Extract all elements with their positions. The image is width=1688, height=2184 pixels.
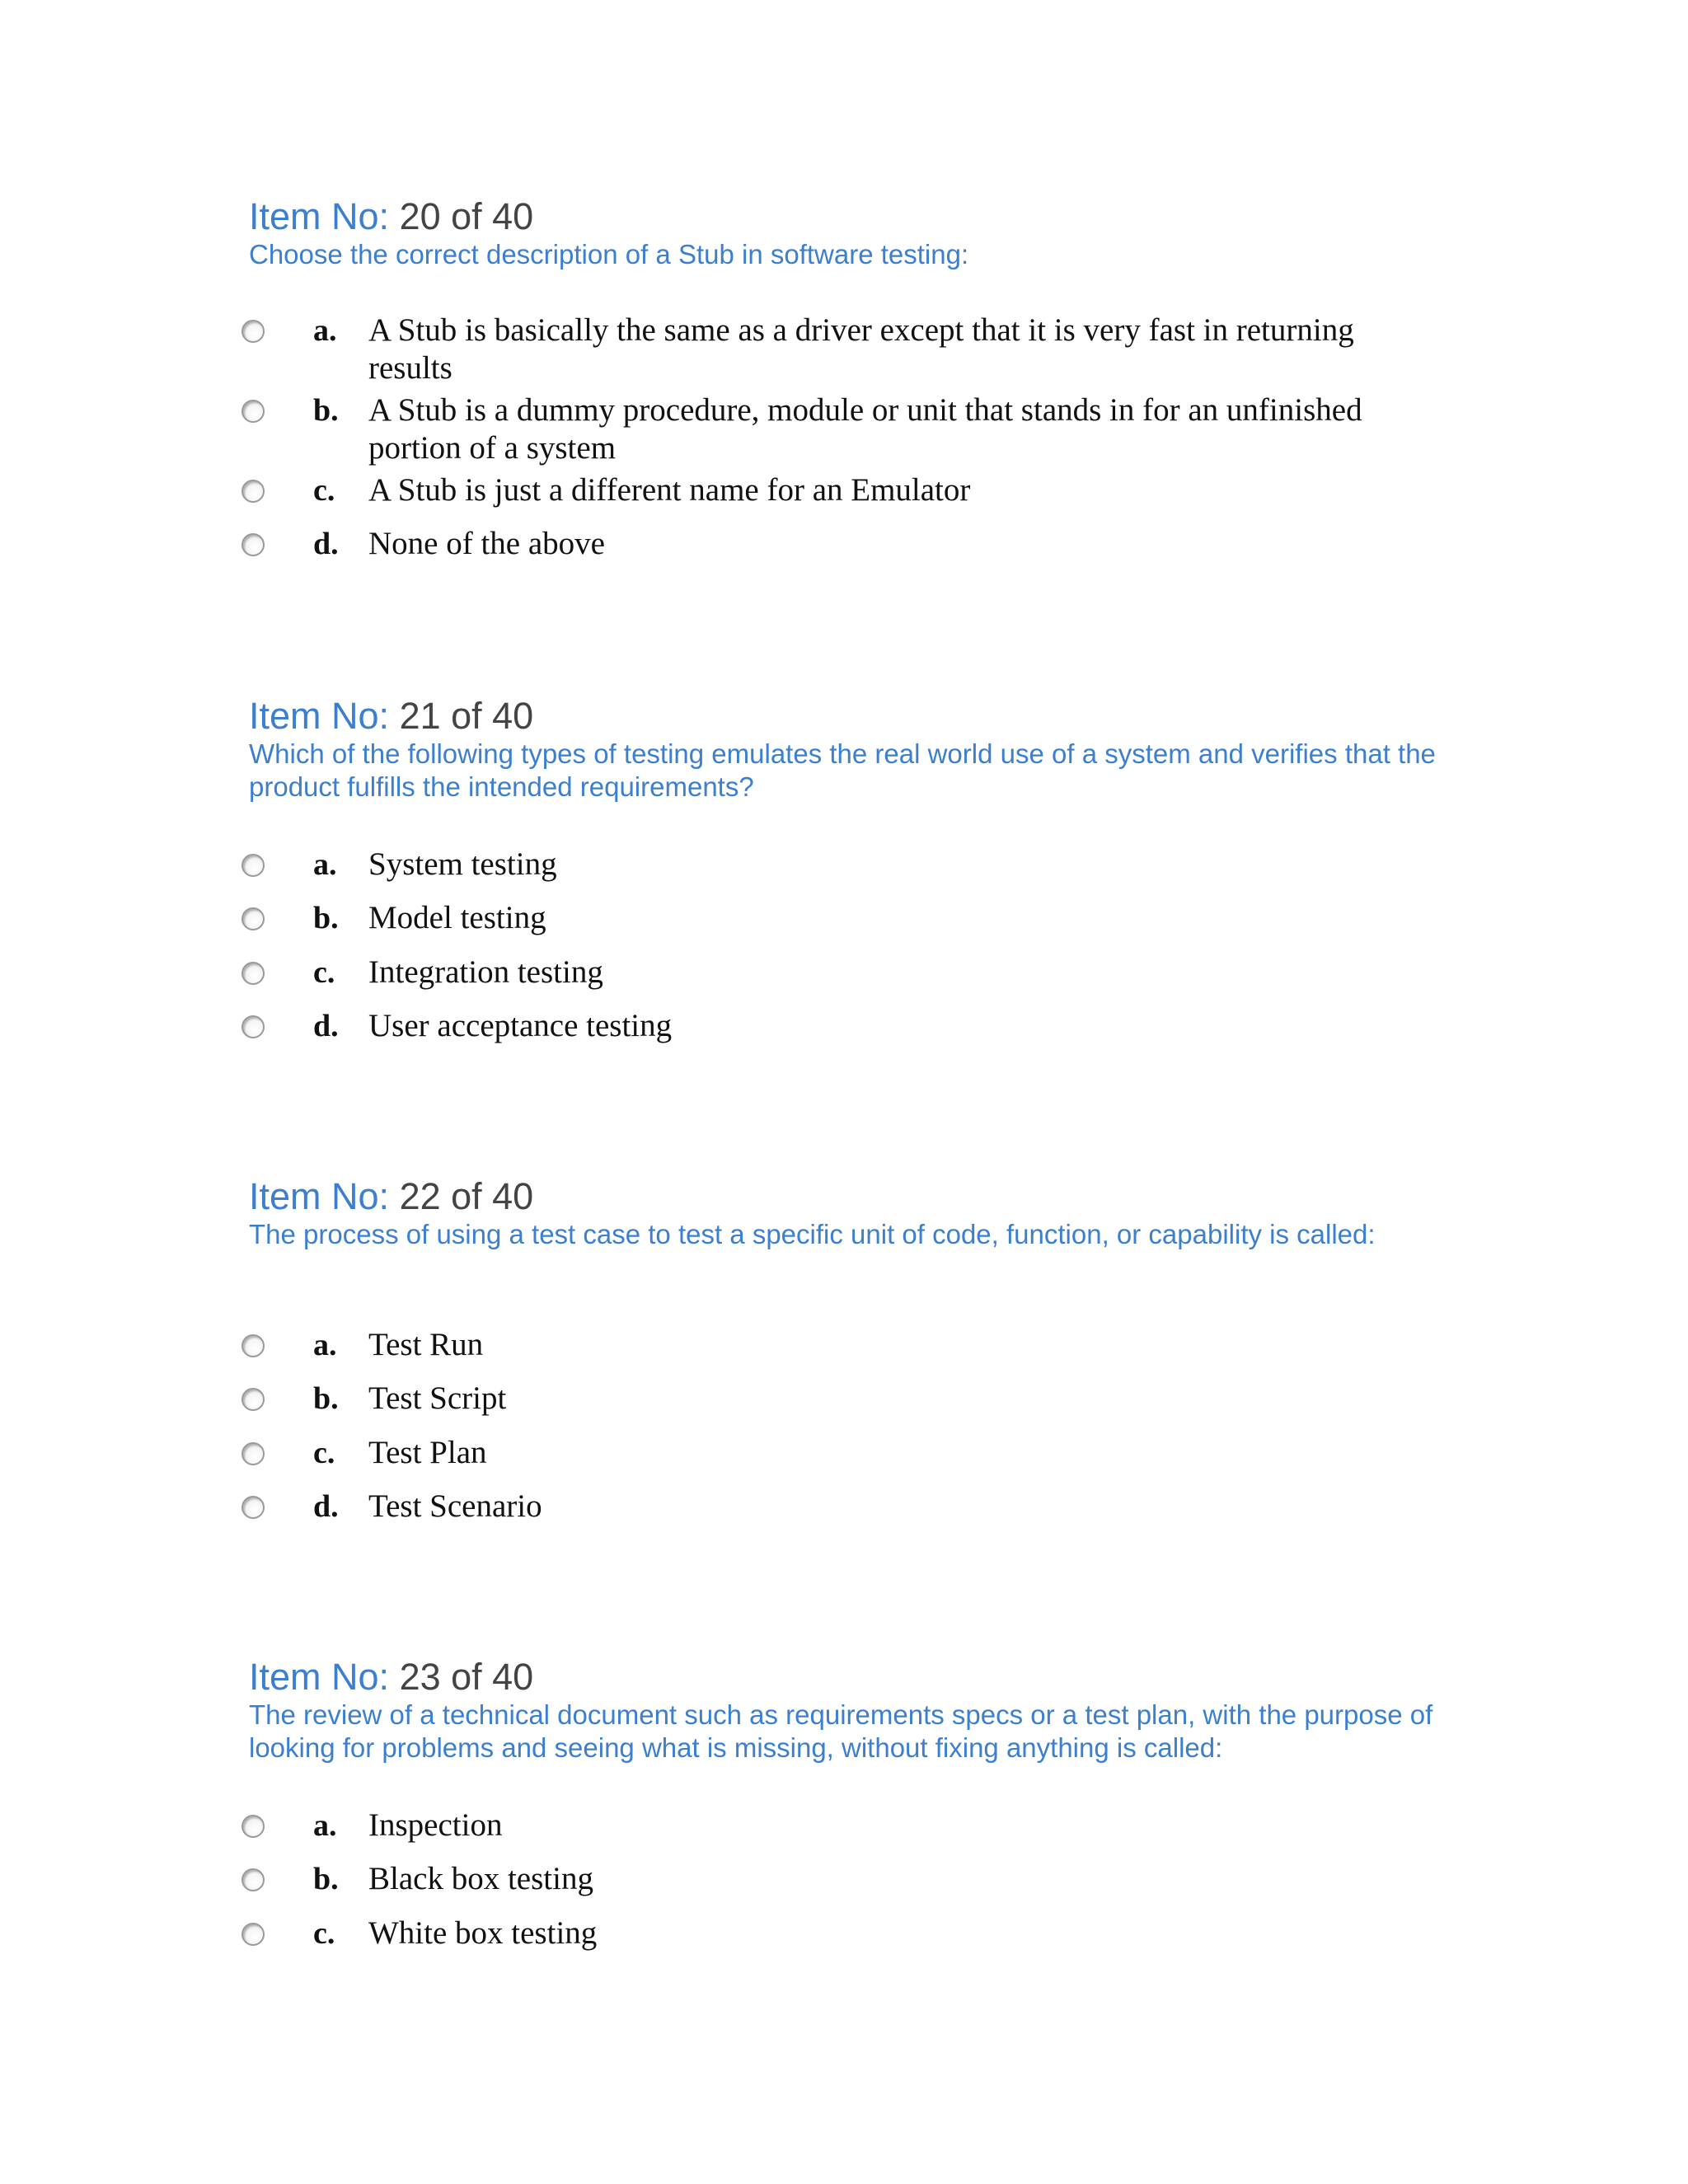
item-label: Item No:	[249, 1656, 390, 1698]
question-text: Choose the correct description of a Stub in software testing:	[249, 239, 969, 269]
answer-option[interactable]	[0, 526, 1688, 583]
answer-option[interactable]	[0, 1861, 1688, 1918]
answer-option[interactable]	[0, 846, 1688, 903]
item-label: Item No:	[249, 695, 390, 737]
item-header	[249, 195, 533, 238]
option-letter: b.	[313, 1381, 339, 1416]
answer-option[interactable]	[0, 1380, 1688, 1437]
answer-option[interactable]	[0, 392, 1688, 466]
answer-option[interactable]	[0, 1435, 1688, 1492]
option-text: Inspection	[368, 1807, 503, 1843]
answer-option[interactable]	[0, 1915, 1688, 1972]
option-text: Black box testing	[368, 1861, 593, 1896]
radio-button[interactable]	[241, 533, 265, 556]
radio-button[interactable]	[241, 907, 265, 930]
option-text: A Stub is basically the same as a driver except that it is very fast in returning results	[368, 312, 1354, 386]
answer-option[interactable]	[0, 900, 1688, 957]
option-text: Model testing	[368, 900, 546, 935]
answer-option[interactable]	[0, 1008, 1688, 1065]
radio-button[interactable]	[241, 854, 265, 877]
item-header	[249, 1656, 533, 1699]
radio-button[interactable]	[241, 1334, 265, 1357]
option-text: A Stub is a dummy procedure, module or unit that stands in for an unfinished portion of a system	[368, 392, 1362, 466]
option-text: A Stub is just a different name for an Emulator	[368, 472, 971, 508]
option-letter: a.	[313, 847, 337, 882]
item-header	[249, 1175, 533, 1218]
option-letter: b.	[313, 393, 339, 428]
radio-button[interactable]	[241, 480, 265, 503]
option-letter: d.	[313, 1009, 339, 1043]
item-number: 21 of 40	[399, 695, 534, 737]
item-number: 22 of 40	[399, 1175, 534, 1217]
radio-button[interactable]	[241, 1868, 265, 1891]
answer-option[interactable]	[0, 1807, 1688, 1864]
question-text: The process of using a test case to test a specific unit of code, function, or capability is called:	[249, 1219, 1376, 1249]
option-letter: a.	[313, 313, 337, 348]
radio-button[interactable]	[241, 1442, 265, 1465]
radio-button[interactable]	[241, 1388, 265, 1411]
option-text: Test Script	[368, 1380, 507, 1416]
option-text: White box testing	[368, 1915, 598, 1951]
option-letter: b.	[313, 1862, 339, 1896]
option-letter: a.	[313, 1328, 337, 1362]
radio-button[interactable]	[241, 1015, 265, 1038]
answer-option[interactable]	[0, 472, 1688, 529]
option-letter: c.	[313, 1436, 335, 1470]
answer-option[interactable]	[0, 954, 1688, 1011]
option-text: None of the above	[368, 526, 605, 561]
question-text: The review of a technical document such as requirements specs or a test plan, with the purpose of looking for problems and seeing what is missing, without fixing anything is called:	[249, 1699, 1433, 1763]
option-text: System testing	[368, 846, 557, 882]
answer-option[interactable]	[0, 312, 1688, 386]
radio-button[interactable]	[241, 1496, 265, 1519]
item-label: Item No:	[249, 195, 390, 237]
option-text: User acceptance testing	[368, 1008, 673, 1043]
option-text: Test Run	[368, 1327, 484, 1362]
item-header	[249, 695, 533, 738]
option-text: Integration testing	[368, 954, 603, 990]
option-letter: c.	[313, 955, 335, 990]
item-number: 20 of 40	[399, 195, 534, 237]
answer-option[interactable]	[0, 1488, 1688, 1545]
radio-button[interactable]	[241, 1815, 265, 1838]
radio-button[interactable]	[241, 1923, 265, 1946]
option-letter: b.	[313, 901, 339, 935]
option-text: Test Scenario	[368, 1488, 542, 1524]
radio-button[interactable]	[241, 400, 265, 423]
item-label: Item No:	[249, 1175, 390, 1217]
option-letter: c.	[313, 473, 335, 508]
item-number: 23 of 40	[399, 1656, 534, 1698]
option-letter: a.	[313, 1808, 337, 1843]
option-letter: c.	[313, 1916, 335, 1951]
option-letter: d.	[313, 1489, 339, 1524]
radio-button[interactable]	[241, 962, 265, 985]
option-text: Test Plan	[368, 1435, 487, 1470]
answer-option[interactable]	[0, 1327, 1688, 1384]
option-letter: d.	[313, 527, 339, 561]
radio-button[interactable]	[241, 320, 265, 343]
question-text: Which of the following types of testing emulates the real world use of a system and verifies that the product fulfills the intended requirements?	[249, 738, 1436, 802]
